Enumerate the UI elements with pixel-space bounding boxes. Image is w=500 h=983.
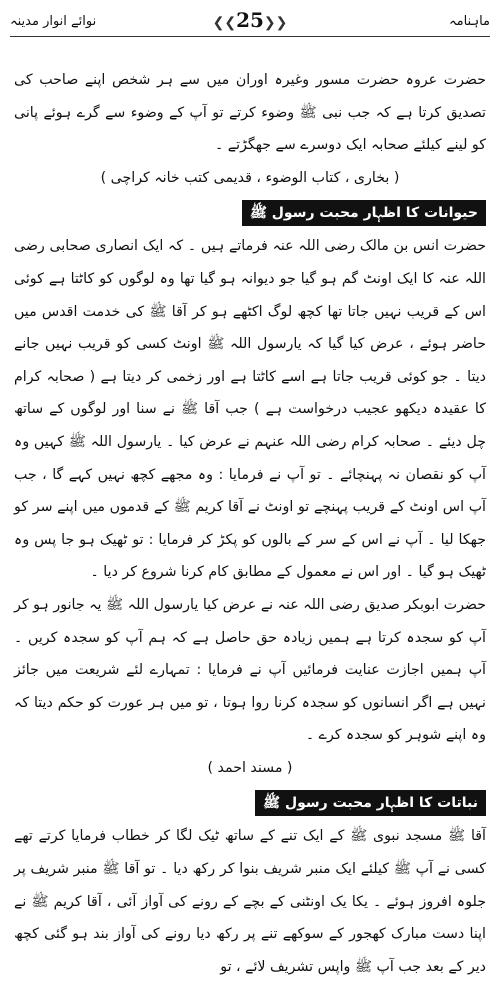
ornament-right-icon: ❯❯	[263, 15, 288, 31]
section-heading	[14, 200, 486, 226]
reference: ( مسند احمد )	[207, 759, 293, 776]
page-number	[213, 8, 288, 32]
article-body	[14, 64, 486, 975]
page-number-value: 25	[236, 8, 264, 32]
section-heading	[14, 790, 486, 816]
paragraph: حضرت ابوبکر صدیق رضی اللہ عنہ نے عرض کیا یارسول اللہ ﷺ یہ جانور ہو کر آپ کو سجدہ کرتا ہے ہمیں زیادہ حق حاصل ہے کہ ہم آپ کو سجدہ کریں ۔ آپ ہمیں اجازت عنایت فرمائیں آپ نے فرمایا : تمہارے لئے شریعت میں جائز نہیں ہے اگر انسانوں کو سجدہ کرنا روا ہوتا ، تو میں ہر عورت کو حکم دیتا کہ وہ اپنے شوہر کو سجدہ کرے ۔	[14, 596, 486, 744]
section-heading-label: نباتات کا اظہار محبت رسول ﷺ	[255, 790, 486, 816]
page-header	[10, 6, 490, 37]
paragraph: حضرت انس بن مالک رضی اللہ عنہ فرماتے ہیں ۔ کہ ایک انصاری صحابی رضی اللہ عنہ کا ایک اونٹ گم ہو گیا جو دیوانہ ہو گیا تھا وہ لوگوں کو کاٹتا ہے کوئی اس کے قریب نہیں جاتا تھا کچھ لوگ اکٹھے ہو کر آقا ﷺ کی خدمت اقدس میں حاضر ہوئے ، عرض کیا گیا کہ یارسول اللہ ﷺ اونٹ کسی کو قریب نہیں جانے دیتا ۔ جو کوئی قریب جاتا ہے اسے کاٹتا ہے اور زخمی کر دیتا ہے ( صحابہ کرام کا عقیدہ دیکھو عجیب درخواست ہے ) جب آقا ﷺ نے سنا اور لوگوں کے ساتھ چل دیئے ۔ صحابہ کرام رضی اللہ عنہم نے عرض کیا ۔ یارسول اللہ ﷺ کہیں وہ آپ کو نقصان نہ پہنچائے ۔ تو آپ نے فرمایا : وہ مجھے کچھ نہیں کہے گا ، جب آپ اس اونٹ کے قریب پہنچے تو اونٹ نے آقا کریم ﷺ کے قدموں میں اپنے سر کو جھکا لیا ۔ آپ نے اس کے سر کے بالوں کو پکڑ کر فرمایا : تو ٹھیک ہو جا پس وہ ٹھیک ہو گیا ۔ اور اس نے معمول کے مطابق کام کرنا شروع کر دیا ۔	[14, 238, 486, 581]
header-left-title: نوائے انوار مدینہ	[10, 13, 97, 29]
paragraph: حضرت عروہ حضرت مسور وغیرہ اوران میں سے ہر شخص اپنے صاحب کی تصدیق کرتا ہے کہ جب نبی ﷺ وضوء کرتے تو آپ کے وضوء سے گرے ہوئے پانی کو لینے کیلئے صحابہ ایک دوسرے سے جھگڑتے ۔	[14, 72, 486, 154]
ornament-left-icon: ❮❮	[212, 15, 237, 31]
section-heading-label: حیوانات کا اظہار محبت رسول ﷺ	[242, 200, 486, 226]
header-right-title: ماہنامہ	[448, 13, 490, 29]
paragraph: آقا ﷺ مسجد نبوی ﷺ کے ایک تنے کے ساتھ ٹیک لگا کر خطاب فرمایا کرتے تھے کسی نے آپ ﷺ کیلئے ایک منبر شریف بنوا کر رکھ دیا ۔ تو آقا ﷺ منبر شریف پر جلوہ افروز ہوئے ۔ یکا یک اونٹنی کے بچے کے رونے کی آواز آئی ، آقا کریم ﷺ نے اپنا دست مبارک کھجور کے سوکھے تنے پر رکھ دیا رونے کی آواز بند ہو گئی کچھ دیر کے بعد جب آپ ﷺ واپس تشریف لائے ، تو	[14, 828, 486, 975]
reference: ( بخاری ، کتاب الوضوء ، قدیمی کتب خانہ کراچی )	[100, 169, 400, 186]
